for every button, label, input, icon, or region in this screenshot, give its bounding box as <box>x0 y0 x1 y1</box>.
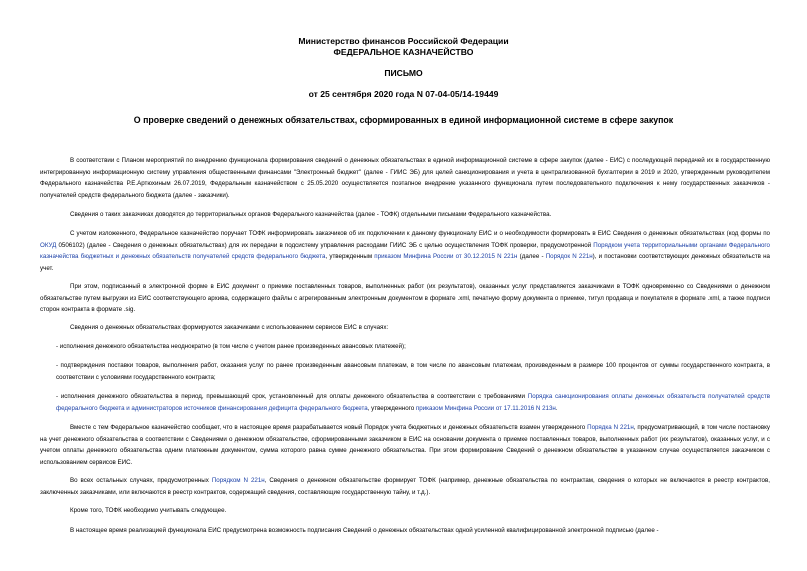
document-type: ПИСЬМО <box>384 68 423 78</box>
paragraph-10-text-b: , Сведения о денежном обязательстве формирует ТОФК (например, денежные обязательства по контрактам, сведения о которых не включаются в реестр контрактов, заключенных заказчиками, или включаются в реестр контрактов, содержащий сведения, составляющие государственную тайну, и т.д.). <box>40 477 770 496</box>
paragraph-9-text-a: Вместе с тем Федеральное казначейство сообщает, что в настоящее время разрабатывается новый Порядок учета бюджетных и денежных обязательств взамен утвержденного <box>70 424 588 431</box>
paragraph-3-text-a: С учетом изложенного, Федеральное казначейство поручает ТОФК информировать заказчиков об их подключении к данному функционалу ЕИС и о необходимости формировать в ЕИС Сведения о денежных обязательствах (код формы по <box>70 230 770 237</box>
paragraph-2: Сведения о таких заказчиках доводятся до территориальных органов Федерального казначейства (далее - ТОФК) отдельными письмами Федерального казначейства. <box>70 211 552 218</box>
paragraph-1: В соответствии с Планом мероприятий по внедрению функционала формирования сведений о денежных обязательствах в единой информационной системе в сфере закупок (далее - ЕИС) с последующей передачей их в государственную интегрированную информационную систему управления общественными финансами "Электронный бюджет" (далее - ГИИС ЭБ) для целей санкционирования и учета в централизованной бухгалтерии в 2019 и 2020, утвержденным руководителем Федерального казначейства Р.Е.Артюхиным 26.07.2019, Федеральным казначейством с 25.05.2020 осуществляется поэтапное внедрение указанного функционала путем последовательного подключения к нему государственных заказчиков - получателей средств федерального бюджета (далее - заказчики). <box>40 157 770 199</box>
paragraph-8 <box>56 391 770 414</box>
paragraph-3 <box>40 228 770 274</box>
prikaz-213n-link[interactable]: приказом Минфина России от 17.11.2016 N 213н <box>415 404 556 412</box>
paragraph-9-text-b: , предусматривающий, в том числе постановку на учет денежного обязательства в соответствии с Сведениями о денежном обязательстве, сформированными заказчиком в ЕИС на основании документа о приемке поставленных товаров, выполненных работ (их результатов), оказанных услуг, и с учетом оплаты денежного обязательства одним платежным документом, сумма которого равна сумме денежного обязательства. При этом формирование Сведений о денежном обязательстве в указанном случае осуществляется заказчиком с использованием сервисов ЕИС. <box>40 424 770 466</box>
okud-link[interactable]: ОКУД <box>40 241 57 249</box>
paragraph-10-text-a: Во всех остальных случаях, предусмотренных <box>70 477 212 484</box>
paragraph-6: - исполнения денежного обязательства неоднократно (в том числе с учетом ранее произведенных авансовых платежей); <box>56 343 406 350</box>
paragraph-5: Сведения о денежных обязательствах формируются заказчиками с использованием сервисов ЕИС в случаях: <box>70 324 389 331</box>
prikaz-221n-link[interactable]: приказом Минфина России от 30.12.2015 N 221н <box>374 253 518 261</box>
document-subject: О проверке сведений о денежных обязательствах, сформированных в единой информационной системе в сфере закупок <box>133 115 674 125</box>
poryadok-uchyota-link[interactable]: Порядком учета территориальными органами Федерального казначейства бюджетных и денежных обязательств получателей средств федерального бюджета <box>40 241 770 261</box>
paragraph-12: В настоящее время реализацией функционала ЕИС предусмотрена возможность подписания Сведений о денежных обязательствах одной усиленной квалифицированной электронной подписью (далее - <box>70 527 659 534</box>
paragraph-11: Кроме того, ТОФК необходимо учитывать следующее. <box>70 507 227 514</box>
treasury-name: ФЕДЕРАЛЬНОЕ КАЗНАЧЕЙСТВО <box>333 47 474 57</box>
poryadok-221n-link-3[interactable]: Порядком N 221н <box>211 477 265 484</box>
paragraph-4: При этом, подписанный в электронной форме в ЕИС документ о приемке поставленных товаров, выполненных работ (их результатов), оказанных услуг представляется заказчиками в ТОФК одновременно со Сведениями о денежном обязательстве путем выгрузки из ЕИС соответствующего архива, содержащего файлы с агрегированным электронным документом в формате .xml, печатную форму документа о приемке, титул продавца и покупателя в формате .xml, а также подписи сторон контракта в формате .sig. <box>40 283 770 314</box>
paragraph-3-text-c: , утвержденным <box>325 253 375 261</box>
ministry-name: Министерство финансов Российской Федерации <box>298 36 509 46</box>
paragraph-3-text-e: ), и постановки соответствующих денежных обязательств на учет. <box>40 253 770 272</box>
paragraph-8-text-c: . <box>555 404 558 412</box>
document-date-number: от 25 сентября 2020 года N 07-04-05/14-19449 <box>308 89 499 99</box>
paragraph-8-text-b: , утвержденного <box>367 404 416 412</box>
paragraph-3-text-d: (далее - <box>517 253 546 261</box>
paragraph-9 <box>40 422 770 468</box>
paragraph-10 <box>40 475 770 498</box>
paragraph-8-text-a: - исполнения денежного обязательства в период, превышающий срок, установленный для оплаты денежного обязательства в соответствии с требованиями <box>56 393 528 400</box>
paragraph-3-text-b: 0506102) (далее - Сведения о денежных обязательствах) для их передачи в подсистему управления расходами ГИИС ЭБ с целью осуществления ТОФК проверки, предусмотренной <box>56 241 594 249</box>
paragraph-7: - подтверждения поставки товаров, выполнения работ, оказания услуг по ранее произведенным авансовым платежам, в том числе по авансовым платежам, произведенным в размере 100 процентов от суммы государственного контракта, в соответствии с условиями государственного контракта; <box>56 362 770 381</box>
poryadok-sankcionirovaniya-link[interactable]: Порядка санкционирования оплаты денежных обязательств получателей средств федерального бюджета и администраторов источников финансирования дефицита федерального бюджета <box>56 393 771 412</box>
poryadok-221n-link-2[interactable]: Порядка N 221н <box>587 424 634 431</box>
poryadok-221n-link[interactable]: Порядок N 221н <box>545 253 593 261</box>
